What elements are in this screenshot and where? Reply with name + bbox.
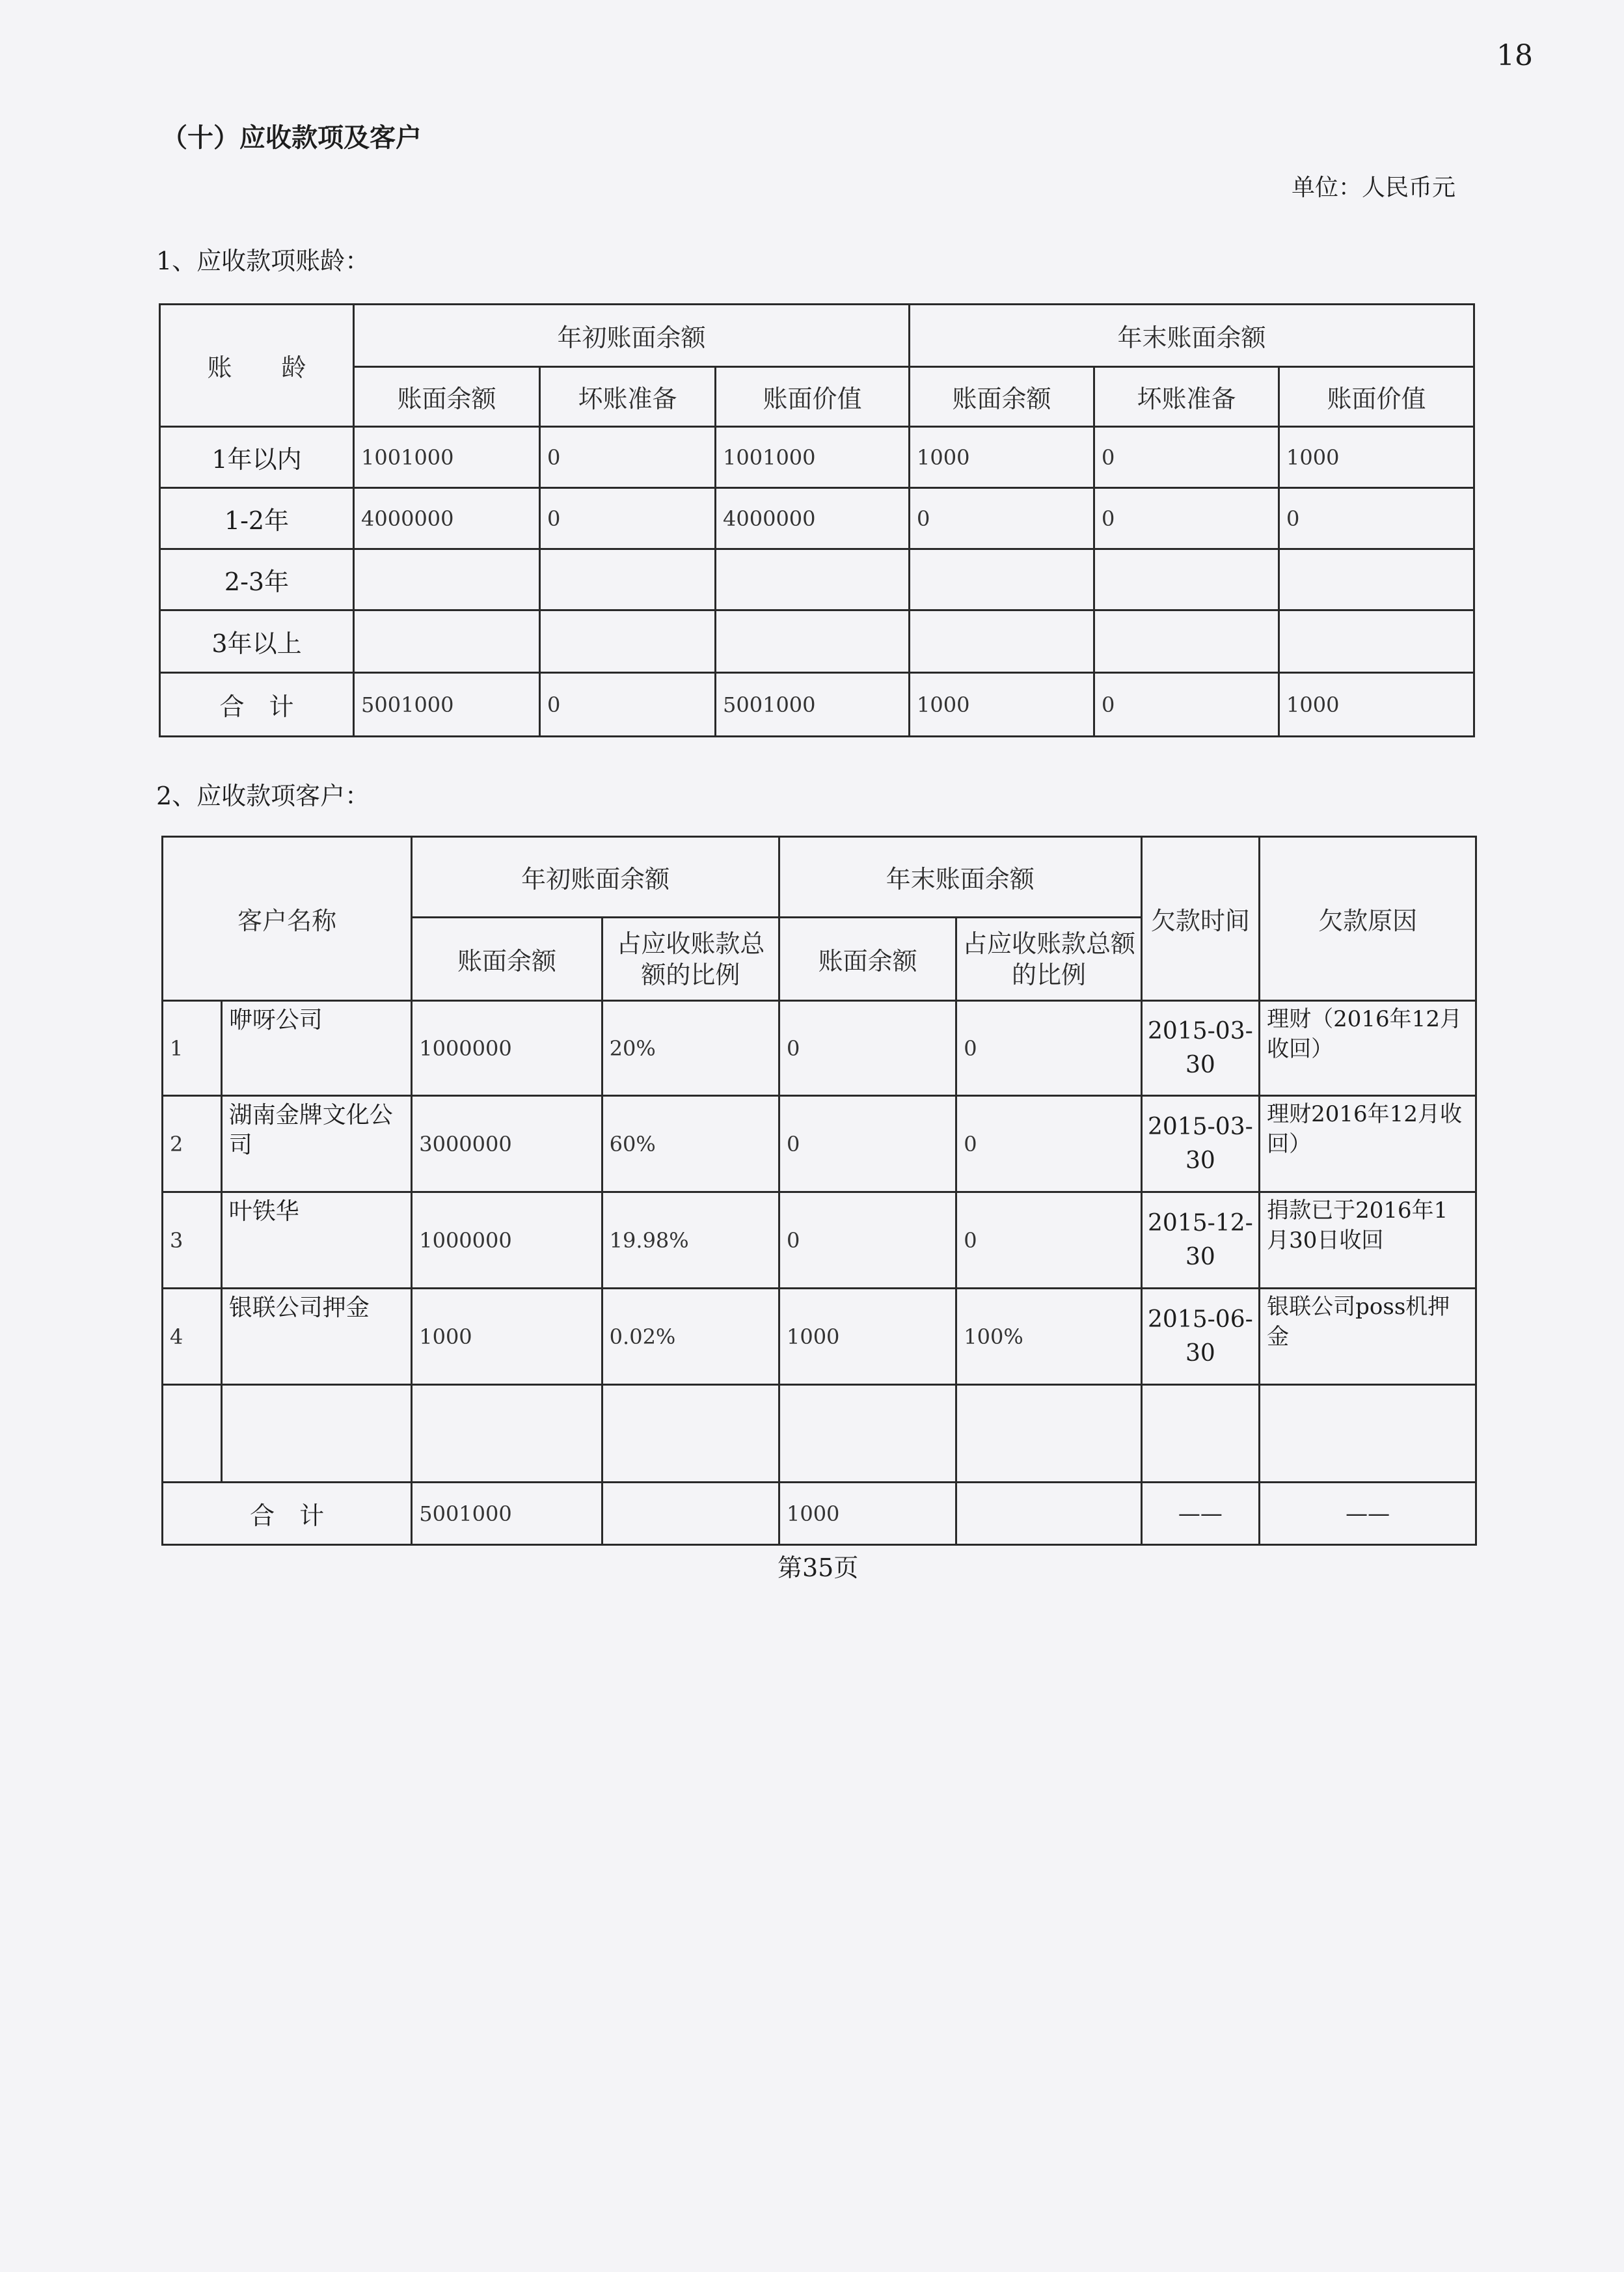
- aging-cell: 1001000: [716, 427, 910, 488]
- end-ratio: 0: [956, 1001, 1141, 1096]
- end-ratio: 0: [956, 1192, 1141, 1289]
- table-row: [160, 488, 1474, 549]
- table-row-total: [160, 673, 1474, 737]
- table-row: [160, 549, 1474, 610]
- table-row-total: [163, 1483, 1476, 1545]
- aging-cell: 1001000: [354, 427, 540, 488]
- section-title: （十）应收款项及客户: [161, 122, 422, 153]
- end-ratio-header: 占应收账款总额的比例: [956, 918, 1141, 1001]
- aging-age-header: 账 龄: [160, 305, 354, 427]
- customer-name: 咿呀公司: [221, 1001, 411, 1096]
- customer-index: 4: [163, 1289, 222, 1385]
- customers-table: [161, 836, 1477, 1546]
- begin-balance: 1000000: [412, 1192, 602, 1289]
- aging-subheader: 账面价值: [716, 367, 910, 427]
- customer-index: 3: [163, 1192, 222, 1289]
- end-balance-header: 账面余额: [779, 918, 956, 1001]
- customer-name-header: 客户名称: [163, 837, 412, 1001]
- aging-cell: [540, 549, 716, 610]
- aging-cell: 0: [910, 488, 1094, 549]
- end-balance: 0: [779, 1096, 956, 1192]
- aging-cell: [910, 610, 1094, 673]
- aging-subheader: 账面余额: [354, 367, 540, 427]
- table-row: [163, 1289, 1476, 1385]
- aging-cell: [1094, 610, 1279, 673]
- customers-begin-group-header: 年初账面余额: [412, 837, 779, 918]
- total-end-balance: 1000: [779, 1483, 956, 1545]
- aging-subheader: 账面余额: [910, 367, 1094, 427]
- end-ratio: 0: [956, 1096, 1141, 1192]
- table-row-empty: [163, 1385, 1476, 1483]
- aging-cell: 1000: [1279, 673, 1474, 737]
- aging-cell: 1000: [910, 427, 1094, 488]
- table-row: [163, 1096, 1476, 1192]
- aging-row-label: 1年以内: [160, 427, 354, 488]
- begin-balance: 1000000: [412, 1001, 602, 1096]
- aging-cell: 1000: [910, 673, 1094, 737]
- aging-cell: 0: [1094, 427, 1279, 488]
- customer-index: 2: [163, 1096, 222, 1192]
- aging-cell: 0: [540, 488, 716, 549]
- aging-subheader: 坏账准备: [1094, 367, 1279, 427]
- debt-time: 2015-03-30: [1141, 1096, 1260, 1192]
- aging-cell: 0: [1094, 488, 1279, 549]
- aging-cell: 5001000: [354, 673, 540, 737]
- aging-cell: 0: [1279, 488, 1474, 549]
- total-begin-balance: 5001000: [412, 1483, 602, 1545]
- aging-cell: [540, 610, 716, 673]
- debt-time: 2015-03-30: [1141, 1001, 1260, 1096]
- customers-title: 2、应收款项客户：: [156, 782, 370, 810]
- aging-cell: [716, 549, 910, 610]
- aging-begin-group-header: 年初账面余额: [354, 305, 910, 367]
- aging-row-label: 3年以上: [160, 610, 354, 673]
- aging-cell: 0: [540, 427, 716, 488]
- debt-time-header: 欠款时间: [1141, 837, 1260, 1001]
- begin-ratio: 0.02%: [602, 1289, 779, 1385]
- customer-index: 1: [163, 1001, 222, 1096]
- customer-name: 叶铁华: [221, 1192, 411, 1289]
- table-row: [163, 1192, 1476, 1289]
- begin-balance: 1000: [412, 1289, 602, 1385]
- begin-ratio: 60%: [602, 1096, 779, 1192]
- aging-title: 1、应收款项账龄：: [156, 247, 370, 275]
- begin-balance-header: 账面余额: [412, 918, 602, 1001]
- end-ratio: 100%: [956, 1289, 1141, 1385]
- aging-table: [159, 303, 1475, 737]
- end-balance: 0: [779, 1001, 956, 1096]
- customers-total-label: 合 计: [163, 1483, 412, 1545]
- aging-cell: [910, 549, 1094, 610]
- begin-balance: 3000000: [412, 1096, 602, 1192]
- debt-time: 2015-12-30: [1141, 1192, 1260, 1289]
- begin-ratio: 20%: [602, 1001, 779, 1096]
- debt-time: 2015-06-30: [1141, 1289, 1260, 1385]
- customer-name: 银联公司押金: [221, 1289, 411, 1385]
- aging-row-label: 1-2年: [160, 488, 354, 549]
- currency-unit: 单位：人民币元: [1292, 174, 1456, 201]
- aging-cell: [1279, 610, 1474, 673]
- aging-subheader: 账面价值: [1279, 367, 1474, 427]
- page-footer: 第35页: [778, 1553, 859, 1582]
- begin-ratio-header: 占应收账款总额的比例: [602, 918, 779, 1001]
- aging-subheader: 坏账准备: [540, 367, 716, 427]
- aging-cell: 0: [540, 673, 716, 737]
- debt-reason: 银联公司poss机押金: [1260, 1289, 1476, 1385]
- debt-reason: 捐款已于2016年1月30日收回: [1260, 1192, 1476, 1289]
- aging-cell: [354, 549, 540, 610]
- table-row: [163, 1001, 1476, 1096]
- aging-cell: [1279, 549, 1474, 610]
- end-balance: 0: [779, 1192, 956, 1289]
- debt-reason: 理财2016年12月收回）: [1260, 1096, 1476, 1192]
- aging-cell: 0: [1094, 673, 1279, 737]
- aging-end-group-header: 年末账面余额: [910, 305, 1474, 367]
- aging-cell: 4000000: [716, 488, 910, 549]
- end-balance: 1000: [779, 1289, 956, 1385]
- aging-cell: [1094, 549, 1279, 610]
- aging-cell: 4000000: [354, 488, 540, 549]
- total-reason-dash: ——: [1260, 1483, 1476, 1545]
- aging-total-label: 合 计: [160, 673, 354, 737]
- customers-end-group-header: 年末账面余额: [779, 837, 1141, 918]
- aging-row-label: 2-3年: [160, 549, 354, 610]
- table-row: [160, 610, 1474, 673]
- aging-cell: [354, 610, 540, 673]
- begin-ratio: 19.98%: [602, 1192, 779, 1289]
- page-number: 18: [1496, 39, 1533, 72]
- aging-cell: [716, 610, 910, 673]
- table-row: [160, 427, 1474, 488]
- aging-cell: 1000: [1279, 427, 1474, 488]
- total-time-dash: ——: [1141, 1483, 1260, 1545]
- debt-reason-header: 欠款原因: [1260, 837, 1476, 1001]
- aging-cell: 5001000: [716, 673, 910, 737]
- debt-reason: 理财（2016年12月收回）: [1260, 1001, 1476, 1096]
- customer-name: 湖南金牌文化公司: [221, 1096, 411, 1192]
